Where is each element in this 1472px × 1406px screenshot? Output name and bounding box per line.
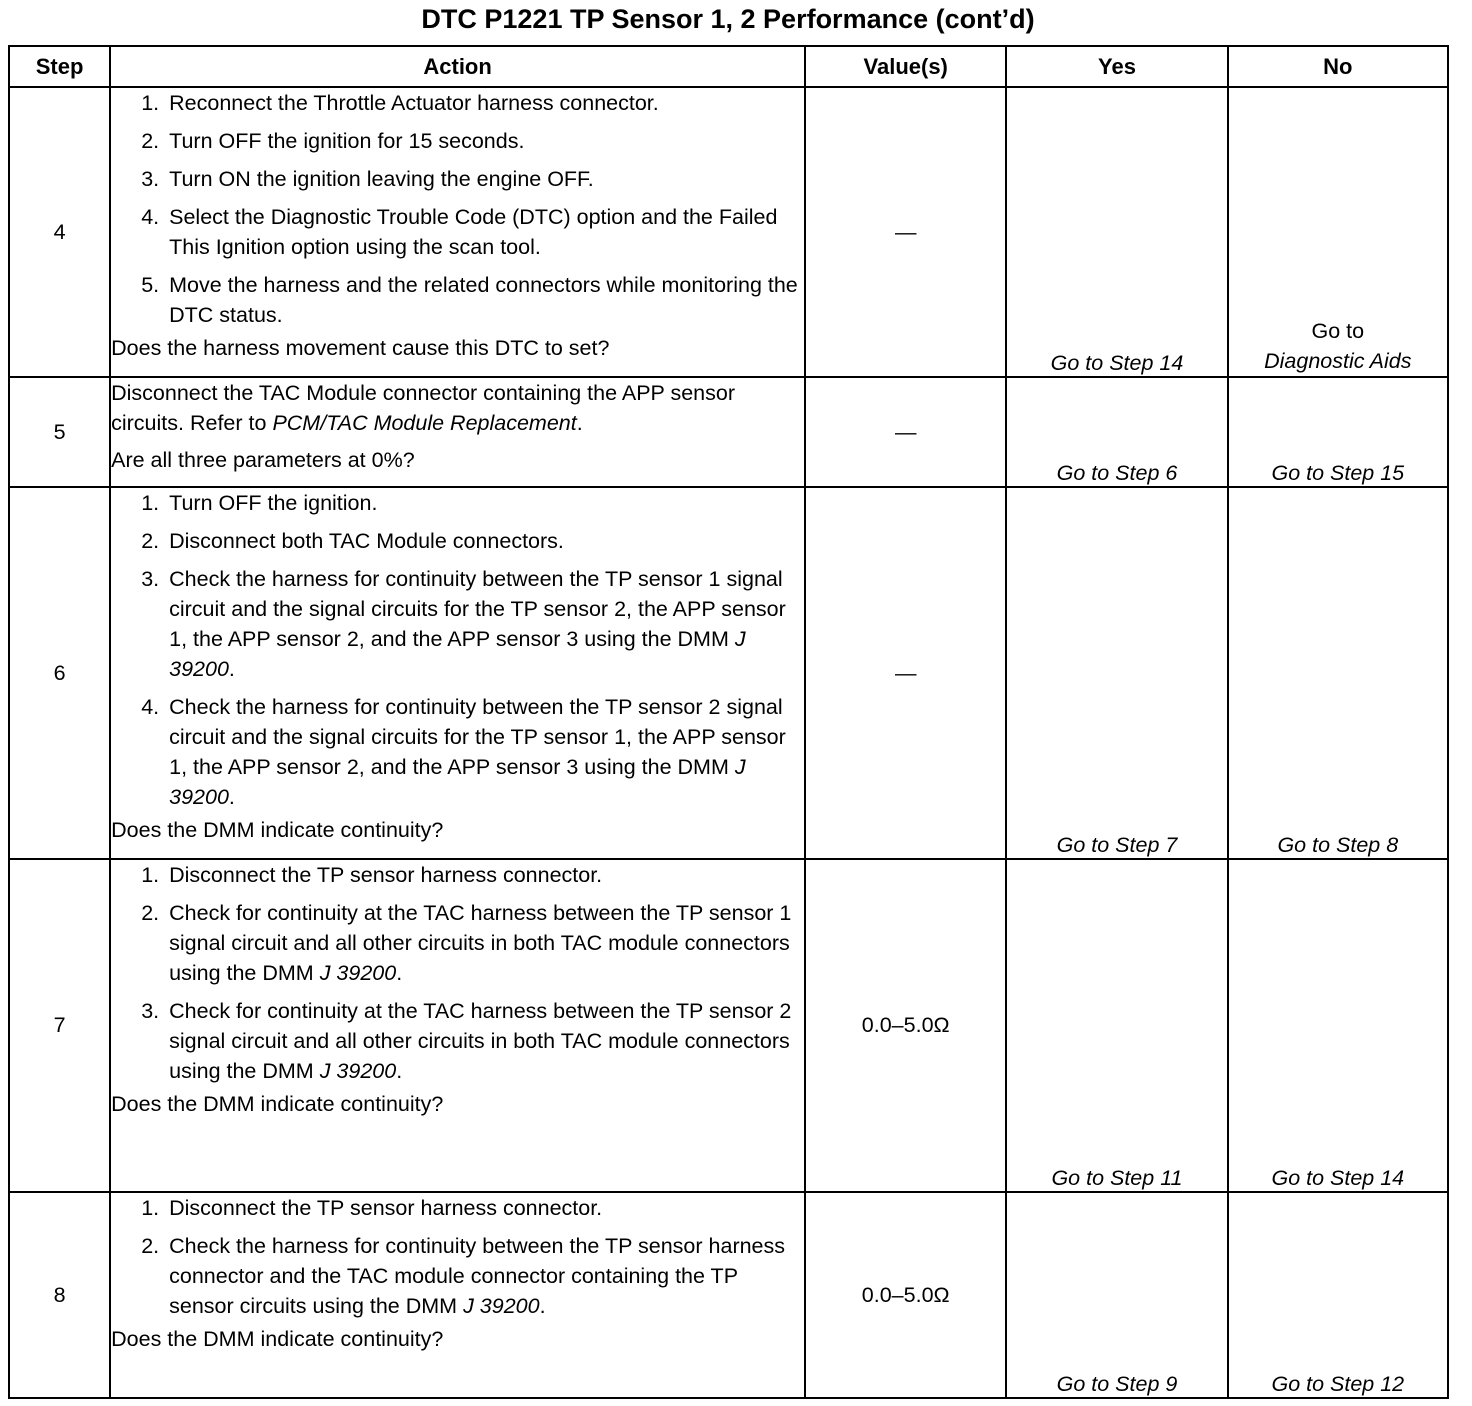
value-cell: — xyxy=(805,487,1006,859)
step-number: 8 xyxy=(9,1192,110,1398)
yes-result: Go to Step 9 xyxy=(1006,1192,1227,1398)
instruction-text xyxy=(169,692,804,812)
instruction-item xyxy=(111,126,804,156)
instruction-item xyxy=(111,202,804,262)
table-row-step-4 xyxy=(9,87,1448,377)
instruction-end: . xyxy=(539,1294,546,1318)
table-header-row xyxy=(9,46,1448,87)
instruction-body: Check the harness for continuity between the TP sensor 1 signal circuit and the signal circuits for the TP sensor 2, the APP sensor 1, the APP sensor 2, and the APP sensor 3 using the DMM xyxy=(169,567,786,651)
table-row-step-6 xyxy=(9,487,1448,859)
header-yes: Yes xyxy=(1006,46,1227,87)
step-number: 6 xyxy=(9,487,110,859)
instruction-item xyxy=(111,860,804,890)
instruction-number: 2. xyxy=(141,901,160,925)
instruction-item xyxy=(111,1231,804,1321)
instruction-item xyxy=(111,996,804,1086)
instruction-end: . xyxy=(228,657,235,681)
value-cell: 0.0–5.0Ω xyxy=(805,859,1006,1192)
instruction-number: 1. xyxy=(141,491,160,515)
instruction-text: Move the harness and the related connectors while monitoring the DTC status. xyxy=(169,273,798,327)
action-question: Does the DMM indicate continuity? xyxy=(111,1092,444,1116)
instruction-text: Disconnect the TP sensor harness connector. xyxy=(169,1196,603,1220)
instruction-body: Check for continuity at the TAC harness between the TP sensor 1 signal circuit and all other circuits in both TAC module connectors using the DMM xyxy=(169,901,792,985)
value-cell: — xyxy=(805,87,1006,377)
instruction-text: Select the Diagnostic Trouble Code (DTC) option and the Failed This Ignition option using the scan tool. xyxy=(169,205,778,259)
action-cell xyxy=(110,87,805,377)
instruction-text xyxy=(169,996,804,1086)
table-row-step-8 xyxy=(9,1192,1448,1398)
action-cell xyxy=(110,859,805,1192)
step-number: 4 xyxy=(9,87,110,377)
tool-reference: J 39200 xyxy=(319,961,397,985)
action-cell xyxy=(110,487,805,859)
action-question: Does the DMM indicate continuity? xyxy=(111,1327,444,1351)
tool-reference: J 39200 xyxy=(319,1059,397,1083)
no-result: Go to Step 12 xyxy=(1228,1192,1448,1398)
instruction-number: 5. xyxy=(141,273,160,297)
instruction-number: 3. xyxy=(141,167,160,191)
step-number: 5 xyxy=(9,377,110,487)
table-row-step-7 xyxy=(9,859,1448,1192)
reference-link: PCM/TAC Module Replacement xyxy=(272,411,577,435)
action-paragraph xyxy=(111,378,804,438)
instruction-item xyxy=(111,564,804,684)
yes-result: Go to Step 14 xyxy=(1006,87,1227,377)
instruction-text xyxy=(169,898,804,988)
instruction-item xyxy=(111,1193,804,1223)
instruction-text: Turn ON the ignition leaving the engine OFF. xyxy=(169,167,594,191)
step-number: 7 xyxy=(9,859,110,1192)
action-cell xyxy=(110,1192,805,1398)
no-result xyxy=(1228,87,1448,377)
instruction-number: 2. xyxy=(141,1234,160,1258)
tool-reference: J 39200 xyxy=(463,1294,540,1318)
action-text-end: . xyxy=(576,411,583,435)
value-cell: 0.0–5.0Ω xyxy=(805,1192,1006,1398)
instruction-item xyxy=(111,270,804,330)
yes-result: Go to Step 7 xyxy=(1006,487,1227,859)
instruction-number: 1. xyxy=(141,91,160,115)
header-values: Value(s) xyxy=(805,46,1006,87)
yes-result: Go to Step 6 xyxy=(1006,377,1227,487)
instruction-number: 4. xyxy=(141,205,160,229)
instruction-end: . xyxy=(228,785,235,809)
header-no: No xyxy=(1228,46,1448,87)
instruction-number: 4. xyxy=(141,695,160,719)
instruction-item xyxy=(111,692,804,812)
instruction-number: 1. xyxy=(141,863,160,887)
instruction-item xyxy=(111,898,804,988)
instruction-text xyxy=(169,564,804,684)
header-step: Step xyxy=(9,46,110,87)
instruction-number: 3. xyxy=(141,567,160,591)
header-action: Action xyxy=(110,46,805,87)
no-result-line1: Go to xyxy=(1311,319,1365,343)
no-result: Go to Step 8 xyxy=(1228,487,1448,859)
instruction-text xyxy=(169,1231,804,1321)
no-result: Go to Step 15 xyxy=(1228,377,1448,487)
instruction-end: . xyxy=(396,1059,403,1083)
instruction-text: Turn OFF the ignition. xyxy=(169,491,378,515)
action-question: Does the harness movement cause this DTC to set? xyxy=(111,336,610,360)
action-question: Does the DMM indicate continuity? xyxy=(111,818,444,842)
instruction-item xyxy=(111,164,804,194)
instruction-body: Check the harness for continuity between the TP sensor 2 signal circuit and the signal circuits for the TP sensor 1, the APP sensor 1, the APP sensor 2, and the APP sensor 3 using the DMM xyxy=(169,695,786,779)
tool-reference: J 39200 xyxy=(169,755,746,809)
instruction-item xyxy=(111,526,804,556)
instruction-text: Reconnect the Throttle Actuator harness connector. xyxy=(169,91,659,115)
instruction-item xyxy=(111,88,804,118)
instruction-body: Check for continuity at the TAC harness between the TP sensor 2 signal circuit and all other circuits in both TAC module connectors using the DMM xyxy=(169,999,792,1083)
value-cell: — xyxy=(805,377,1006,487)
instruction-end: . xyxy=(396,961,403,985)
instruction-text: Turn OFF the ignition for 15 seconds. xyxy=(169,129,525,153)
action-question: Are all three parameters at 0%? xyxy=(111,448,415,472)
instruction-item xyxy=(111,488,804,518)
yes-result: Go to Step 11 xyxy=(1006,859,1227,1192)
action-cell xyxy=(110,377,805,487)
instruction-number: 1. xyxy=(141,1196,160,1220)
action-text: Disconnect the TAC Module connector containing the APP sensor circuits. Refer to xyxy=(111,381,735,435)
no-result: Go to Step 14 xyxy=(1228,859,1448,1192)
instruction-number: 3. xyxy=(141,999,160,1023)
instruction-text: Disconnect the TP sensor harness connector. xyxy=(169,863,603,887)
instruction-text: Disconnect both TAC Module connectors. xyxy=(169,529,564,553)
instruction-body: Check the harness for continuity between the TP sensor harness connector and the TAC module connector containing the TP sensor circuits using the DMM xyxy=(169,1234,786,1318)
instruction-number: 2. xyxy=(141,529,160,553)
table-row-step-5 xyxy=(9,377,1448,487)
diagnostic-table xyxy=(8,45,1449,1399)
page-title: DTC P1221 TP Sensor 1, 2 Performance (cont’d) xyxy=(421,4,1035,34)
no-result-line2: Diagnostic Aids xyxy=(1264,349,1412,373)
tool-reference: J 39200 xyxy=(169,627,746,681)
instruction-number: 2. xyxy=(141,129,160,153)
